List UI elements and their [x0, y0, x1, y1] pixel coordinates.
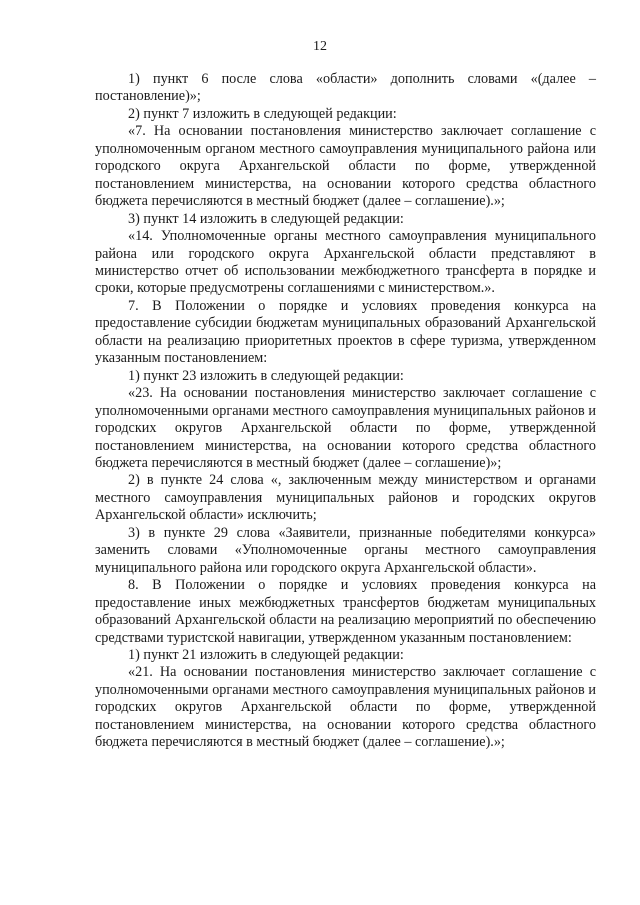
paragraph-section-7: 7. В Положении о порядке и условиях проведения конкурса на предоставление субсидии бюджетам муниципальных образований Архангельской области на реализацию приоритетных проектов в сфере туризма, утвержденном указанным постановлением:: [95, 297, 596, 367]
paragraph-item-3-point-14: 3) пункт 14 изложить в следующей редакции:: [128, 210, 404, 227]
paragraph-item-2-point-24: 2) в пункте 24 слова «, заключенным между министерством и органами местного самоуправления муниципальных районов и городских округов Архангельской области» исключить;: [95, 472, 596, 524]
paragraph-point-14-text: «14. Уполномоченные органы местного самоуправления муниципального района или городского округа Архангельской области представляют в министерство отчет об использовании межбюджетного трансферта в порядке и сроки, которые предусмотрены соглашениями с министерством.».: [95, 228, 596, 297]
paragraph-item-2-point-7: 2) пункт 7 изложить в следующей редакции:: [128, 105, 397, 122]
paragraph-item-1-point-23: 1) пункт 23 изложить в следующей редакции:: [128, 367, 404, 384]
paragraph-item-3-point-29: 3) в пункте 29 слова «Заявители, признанные победителями конкурса» заменить словами «Уполномоченные органы местного самоуправления муниципального района или городского округа Архангельской области».: [95, 524, 596, 576]
paragraph-item-1-point-21: 1) пункт 21 изложить в следующей редакции:: [128, 646, 404, 663]
page-number: 12: [313, 39, 327, 54]
paragraph-point-21-text: «21. На основании постановления министерство заключает соглашение с уполномоченными органами местного самоуправления муниципальных районов и городских округов Архангельской области по форме, утвержденной постановлением министерства, на основании которого средства областного бюджета перечисляются в местный бюджет (далее – соглашение).»;: [95, 664, 596, 751]
paragraph-item-1-point-6: 1) пункт 6 после слова «области» дополнить словами «(далее – постановление)»;: [95, 71, 596, 105]
document-body: [95, 71, 596, 752]
paragraph-point-7-text: «7. На основании постановления министерство заключает соглашение с уполномоченным органом местного самоуправления муниципального района или городского округа Архангельской области по форме, утвержденной постановлением министерства, на основании которого средства областного бюджета перечисляются в местный бюджет (далее – соглашение).»;: [95, 123, 596, 210]
paragraph-point-23-text: «23. На основании постановления министерство заключает соглашение с уполномоченными органами местного самоуправления муниципальных районов и городских округов Архангельской области по форме, утвержденной постановлением министерства, на основании которого средства областного бюджета перечисляются в местный бюджет (далее – соглашение)»;: [95, 385, 596, 471]
paragraph-section-8: 8. В Положении о порядке и условиях проведения конкурса на предоставление иных межбюджетных трансфертов бюджетам муниципальных образований Архангельской области на реализацию мероприятий по обеспечению средствами туристской навигации, утвержденном указанным постановлением:: [95, 577, 596, 646]
